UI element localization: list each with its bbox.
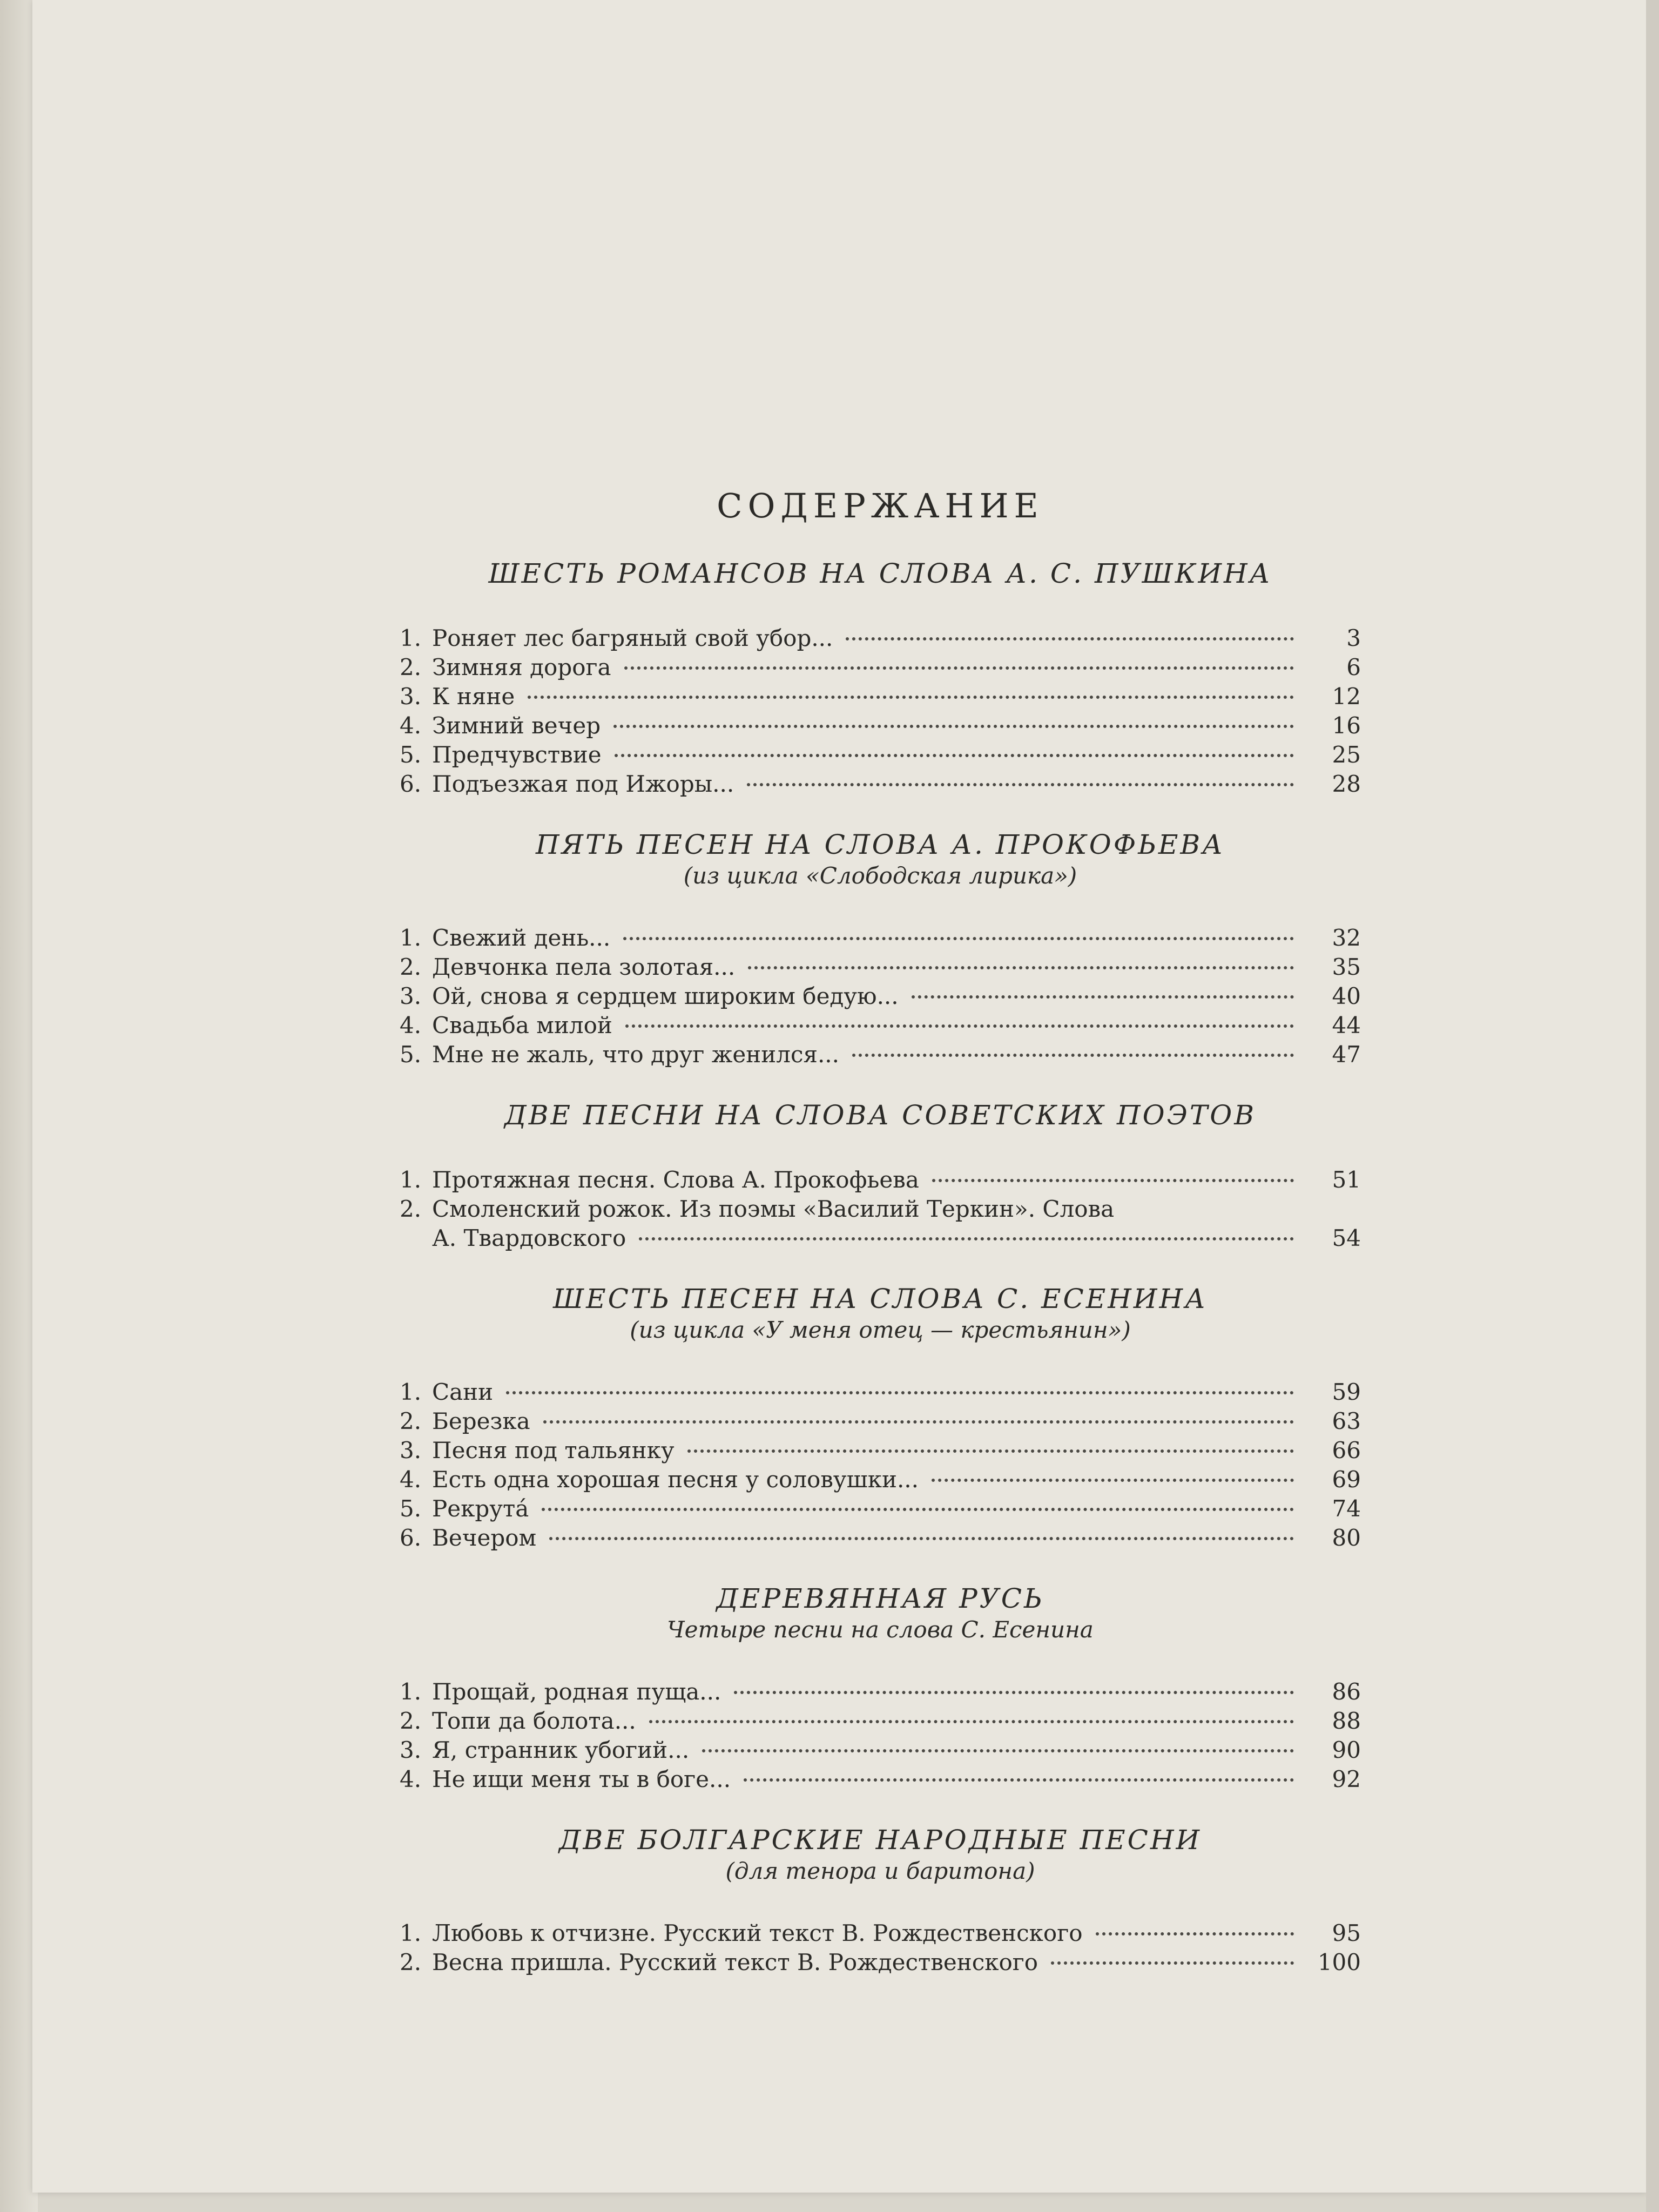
page-number: 12 <box>1332 683 1361 710</box>
entry-title: Подъезжая под Ижоры... <box>432 771 734 797</box>
dot-leader <box>912 995 1294 999</box>
entry-title: Свежий день... <box>432 925 611 951</box>
entry-title: Протяжная песня. Слова А. Прокофьева <box>432 1166 919 1193</box>
toc-section <box>400 1283 1361 1553</box>
section-title: ДВЕ БОЛГАРСКИЕ НАРОДНЫЕ ПЕСНИ <box>558 1824 1202 1856</box>
entry-number: 1. <box>400 625 422 651</box>
entry-title: Смоленский рожок. Из поэмы «Василий Теркин». Слова <box>432 1196 1115 1222</box>
entry-number: 3. <box>400 1737 422 1763</box>
entry-number: 4. <box>400 1766 422 1792</box>
dot-leader <box>748 966 1294 969</box>
entry-title: Вечером <box>432 1525 537 1551</box>
section-title: ДЕРЕВЯННАЯ РУСЬ <box>716 1583 1044 1614</box>
page-number: 100 <box>1317 1949 1361 1975</box>
page-number: 16 <box>1332 712 1361 739</box>
entry-number: 2. <box>400 954 422 980</box>
entry-number: 3. <box>400 1437 422 1464</box>
toc-section <box>400 1583 1361 1794</box>
entry-title: Я, странник убогий... <box>432 1737 690 1763</box>
dot-leader <box>747 783 1294 786</box>
list-item <box>400 1765 1361 1794</box>
entry-title: Топи да болота... <box>432 1708 636 1734</box>
entry-title: Свадьба милой <box>432 1012 612 1038</box>
entry-number: 2. <box>400 1408 422 1434</box>
entry-number: 1. <box>400 925 422 951</box>
list-item <box>400 1378 1361 1407</box>
page-number: 66 <box>1332 1437 1361 1464</box>
page-number: 92 <box>1332 1766 1361 1792</box>
list-item <box>400 711 1361 740</box>
dot-leader <box>702 1749 1294 1752</box>
dot-leader <box>615 754 1294 757</box>
page-number: 74 <box>1332 1495 1361 1522</box>
list-item <box>400 653 1361 682</box>
entry-number: 5. <box>400 741 422 768</box>
entry-number: 1. <box>400 1678 422 1705</box>
list-item <box>400 1523 1361 1553</box>
entry-number: 5. <box>400 1041 422 1068</box>
dot-leader <box>852 1054 1294 1057</box>
list-item-continuation <box>400 1224 1361 1253</box>
table-of-contents <box>400 486 1361 2007</box>
page-number: 59 <box>1332 1379 1361 1405</box>
toc-section <box>400 1824 1361 1977</box>
entry-title: Березка <box>432 1408 530 1434</box>
entry-title: Девчонка пела золотая... <box>432 954 736 980</box>
entry-title-continued: А. Твардовского <box>432 1225 626 1251</box>
entry-number: 3. <box>400 683 422 710</box>
toc-section <box>400 558 1361 799</box>
list-item <box>400 740 1361 770</box>
page-number: 63 <box>1332 1408 1361 1434</box>
entry-number: 2. <box>400 1196 422 1222</box>
page-number: 69 <box>1332 1466 1361 1493</box>
entry-title: Зимняя дорога <box>432 654 611 680</box>
list-item <box>400 923 1361 953</box>
entry-title: Есть одна хорошая песня у соловушки... <box>432 1466 919 1493</box>
list-item <box>400 1494 1361 1523</box>
section-subtitle: (из цикла «У меня отец — крестьянин») <box>630 1317 1131 1343</box>
entry-number: 4. <box>400 1012 422 1038</box>
entry-number: 3. <box>400 983 422 1009</box>
entry-number: 2. <box>400 654 422 680</box>
entry-title: Зимний вечер <box>432 712 601 739</box>
entry-title: Сани <box>432 1379 494 1405</box>
dot-leader <box>687 1449 1294 1453</box>
entry-title: Роняет лес багряный свой убор... <box>432 625 833 651</box>
entry-title: Ой, снова я сердцем широким бедую... <box>432 983 899 1009</box>
page-number: 25 <box>1332 741 1361 768</box>
entry-list <box>400 1165 1361 1253</box>
entry-title: К няне <box>432 683 515 710</box>
list-item <box>400 982 1361 1011</box>
dot-leader <box>542 1508 1294 1511</box>
section-title: ШЕСТЬ РОМАНСОВ НА СЛОВА А. С. ПУШКИНА <box>488 558 1272 589</box>
dot-leader <box>639 1237 1294 1240</box>
page-number: 44 <box>1332 1012 1361 1038</box>
entry-list <box>400 923 1361 1069</box>
entry-number: 1. <box>400 1920 422 1946</box>
dot-leader <box>543 1420 1294 1424</box>
toc-sections <box>400 558 1361 1977</box>
dot-leader <box>734 1691 1294 1694</box>
dot-leader <box>528 696 1294 699</box>
page-number: 35 <box>1332 954 1361 980</box>
entry-list <box>400 1378 1361 1553</box>
list-item <box>400 624 1361 653</box>
page-title: СОДЕРЖАНИЕ <box>717 486 1044 525</box>
list-item <box>400 770 1361 799</box>
toc-section <box>400 829 1361 1069</box>
list-item <box>400 953 1361 982</box>
page-number: 28 <box>1332 771 1361 797</box>
section-title: ШЕСТЬ ПЕСЕН НА СЛОВА С. ЕСЕНИНА <box>553 1283 1208 1314</box>
entry-number: 1. <box>400 1166 422 1193</box>
section-subtitle: Четыре песни на слова С. Есенина <box>667 1616 1094 1643</box>
entry-title: Любовь к отчизне. Русский текст В. Рождественского <box>432 1920 1083 1946</box>
entry-title: Рекрута́ <box>432 1495 529 1522</box>
dot-leader <box>846 637 1294 640</box>
page-number: 40 <box>1332 983 1361 1009</box>
entry-list <box>400 1919 1361 1977</box>
dot-leader <box>1096 1932 1294 1936</box>
dot-leader <box>1051 1961 1294 1965</box>
entry-list <box>400 1677 1361 1794</box>
entry-title: Прощай, родная пуща... <box>432 1678 721 1705</box>
section-subtitle: (для тенора и баритона) <box>725 1858 1035 1884</box>
entry-number: 2. <box>400 1708 422 1734</box>
list-item <box>400 1011 1361 1040</box>
dot-leader <box>549 1537 1294 1540</box>
dot-leader <box>932 1179 1294 1182</box>
page-number: 86 <box>1332 1678 1361 1705</box>
entry-number: 5. <box>400 1495 422 1522</box>
section-title: ПЯТЬ ПЕСЕН НА СЛОВА А. ПРОКОФЬЕВА <box>536 829 1225 860</box>
list-item <box>400 1707 1361 1736</box>
dot-leader <box>625 1024 1294 1028</box>
entry-number: 2. <box>400 1949 422 1975</box>
list-item <box>400 1165 1361 1195</box>
list-item <box>400 1677 1361 1707</box>
entry-number: 1. <box>400 1379 422 1405</box>
list-item <box>400 1919 1361 1948</box>
page-number: 90 <box>1332 1737 1361 1763</box>
page-number: 88 <box>1332 1708 1361 1734</box>
entry-title: Весна пришла. Русский текст В. Рождественского <box>432 1949 1038 1975</box>
entry-title: Песня под тальянку <box>432 1437 675 1464</box>
dot-leader <box>506 1391 1294 1394</box>
list-item <box>400 1948 1361 1977</box>
entry-number: 6. <box>400 771 422 797</box>
dot-leader <box>613 725 1294 728</box>
page-number: 95 <box>1332 1920 1361 1946</box>
page-number: 3 <box>1346 625 1361 651</box>
page-number: 54 <box>1332 1225 1361 1251</box>
list-item <box>400 1040 1361 1069</box>
page-number: 6 <box>1346 654 1361 680</box>
entry-list <box>400 624 1361 799</box>
list-item <box>400 1436 1361 1465</box>
dot-leader <box>649 1720 1294 1723</box>
entry-title: Мне не жаль, что друг женился... <box>432 1041 840 1068</box>
page-number: 32 <box>1332 925 1361 951</box>
dot-leader <box>932 1479 1294 1482</box>
dot-leader <box>744 1778 1294 1782</box>
entry-title: Предчувствие <box>432 741 602 768</box>
toc-section <box>400 1100 1361 1253</box>
page-edge <box>1646 0 1659 2212</box>
entry-number: 6. <box>400 1525 422 1551</box>
entry-number: 4. <box>400 712 422 739</box>
page-number: 47 <box>1332 1041 1361 1068</box>
dot-leader <box>623 937 1294 940</box>
dot-leader <box>624 666 1294 670</box>
list-item <box>400 1465 1361 1494</box>
entry-title: Не ищи меня ты в боге... <box>432 1766 731 1792</box>
page-number: 51 <box>1332 1166 1361 1193</box>
entry-number: 4. <box>400 1466 422 1493</box>
section-title: ДВЕ ПЕСНИ НА СЛОВА СОВЕТСКИХ ПОЭТОВ <box>504 1100 1256 1131</box>
list-item <box>400 1195 1361 1224</box>
list-item <box>400 682 1361 711</box>
section-subtitle: (из цикла «Слободская лирика») <box>683 862 1077 889</box>
list-item <box>400 1407 1361 1436</box>
page-number: 80 <box>1332 1525 1361 1551</box>
list-item <box>400 1736 1361 1765</box>
